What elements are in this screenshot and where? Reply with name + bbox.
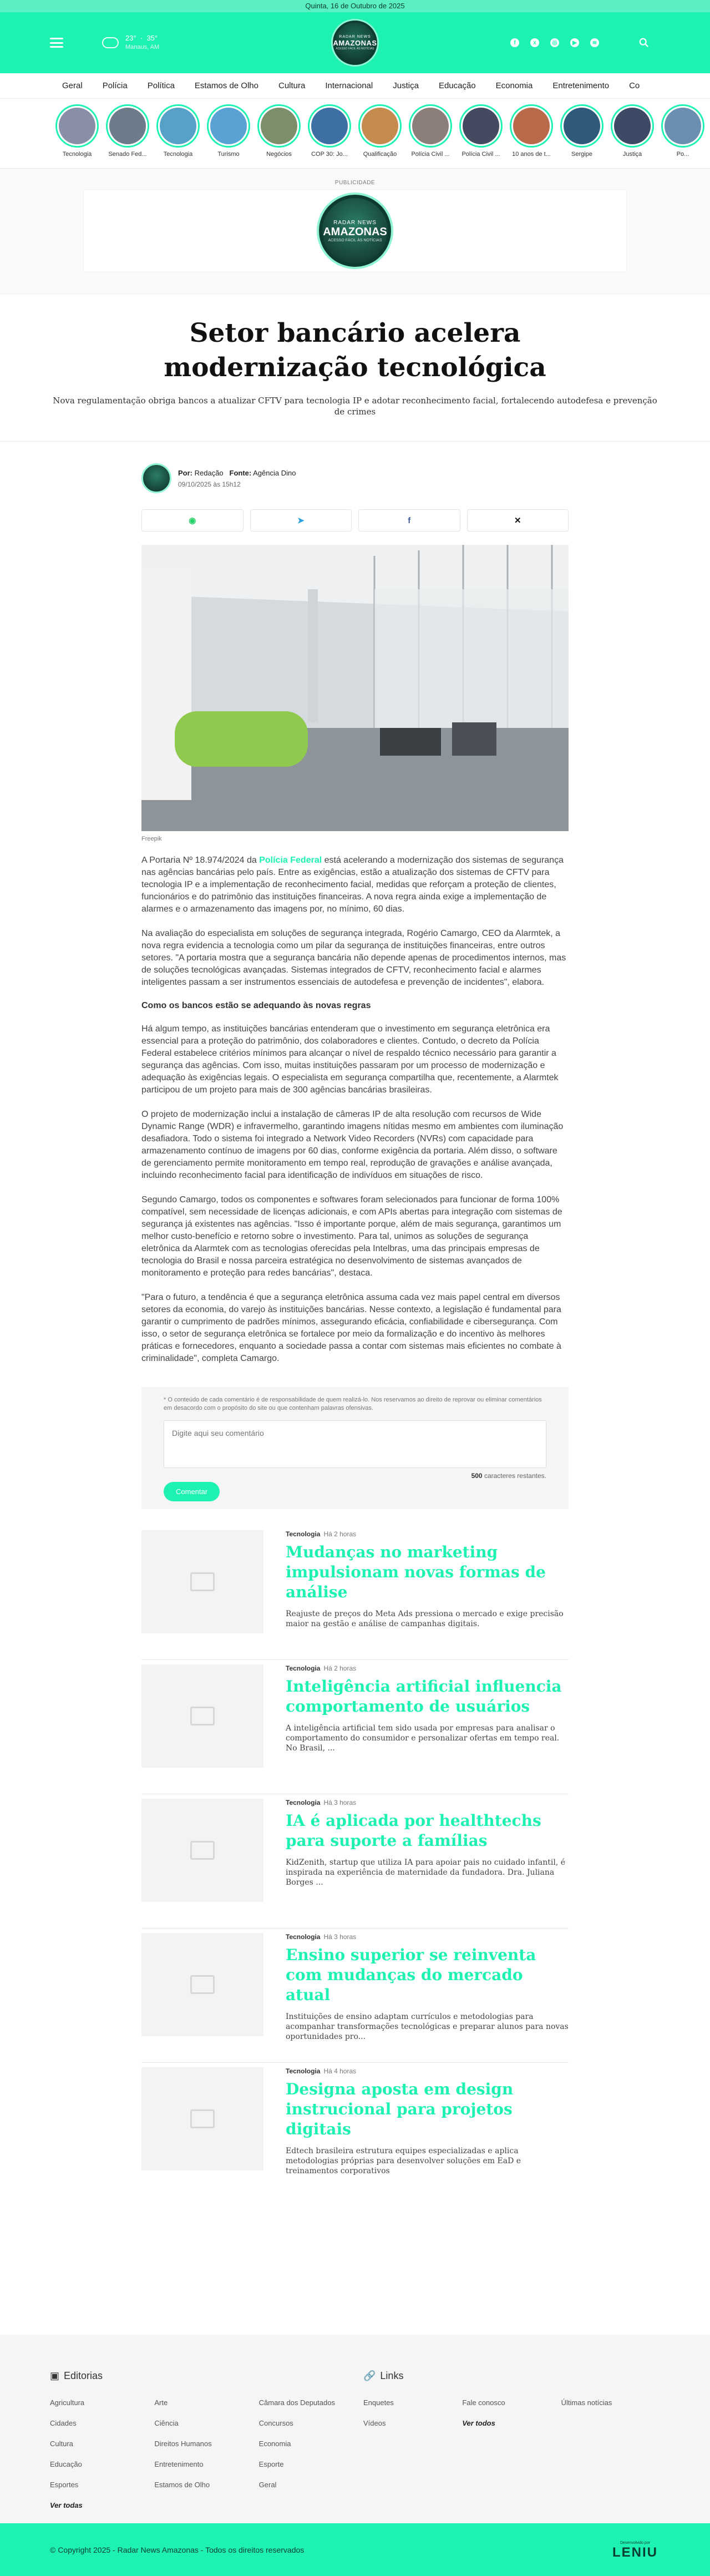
story-ring (510, 104, 553, 148)
image-placeholder-icon (141, 2067, 263, 2170)
story-label: COP 30: Jo... (311, 151, 348, 158)
story-item[interactable] (308, 104, 351, 168)
related-time: Há 3 horas (323, 1933, 357, 1941)
story-thumbnail (412, 108, 449, 144)
paragraph-2: Na avaliação do especialista em soluções de segurança integrada, Rogério Camargo, CEO da Alarmtek, a nova regra evidencia a tecnologia como um pilar da segurança de instituições financeiras, entre outros setores. "A portaria mostra que a segurança bancária não depende apenas de procedimentos internos, mas de soluções tecnológicas avançadas. Sistemas integrados de CFTV, reconhecimento facial e alarmes inteligentes passam a ser instrumentos essenciais de autodefesa e prevenção de incidentes", elabora. (141, 929, 566, 987)
related-category: Tecnologia (286, 1933, 321, 1941)
story-thumbnail (614, 108, 651, 144)
nav-item[interactable]: Entretenimento (552, 81, 610, 90)
footer-category-link[interactable]: Estamos de Olho (154, 2481, 210, 2489)
story-ring (257, 104, 301, 148)
publish-date: 09/10/2025 às 15h12 (178, 480, 241, 488)
story-label: Turismo (217, 151, 240, 158)
story-thumbnail (59, 108, 95, 144)
story-thumbnail (463, 108, 499, 144)
related-item[interactable] (141, 1526, 569, 1660)
story-item[interactable] (156, 104, 200, 168)
policia-federal-link[interactable]: Polícia Federal (259, 856, 322, 865)
footer-category-link[interactable]: Entretenimento (154, 2460, 204, 2468)
story-item[interactable] (55, 104, 99, 168)
image-placeholder-icon (141, 1664, 263, 1768)
story-item[interactable] (611, 104, 654, 168)
related-category: Tecnologia (286, 1530, 321, 1538)
story-ring (156, 104, 200, 148)
story-ring (611, 104, 654, 148)
source-name: Agência Dino (253, 468, 296, 477)
image-caption: Freepik (141, 836, 162, 842)
footer-category-link[interactable]: Agricultura (50, 2398, 85, 2407)
editorias-title: Editorias (64, 2370, 103, 2381)
article-body (141, 442, 569, 1365)
story-ring (409, 104, 452, 148)
comment-input[interactable] (164, 1420, 546, 1468)
ad-label: PUBLICIDADE (334, 180, 376, 186)
story-item[interactable] (409, 104, 452, 168)
story-ring (55, 104, 99, 148)
links-title: Links (380, 2370, 404, 2381)
image-placeholder-icon (141, 1933, 263, 2036)
nav-item[interactable]: Justiça (393, 81, 419, 90)
cloud-icon (102, 37, 119, 48)
footer-category-link[interactable]: Concursos (258, 2419, 293, 2427)
nav-item[interactable]: Internacional (325, 81, 373, 90)
story-ring (661, 104, 704, 148)
instagram-icon[interactable]: ◎ (550, 38, 559, 47)
nav-item[interactable]: Cultura (278, 81, 306, 90)
story-thumbnail (210, 108, 247, 144)
comments-disclaimer: * O conteúdo de cada comentário é de responsabilidade de quem realizá-lo. Nos reservamos ao direito de reprovar ou eliminar comentários em desacordo com o propósito do site ou que contenham palavras ofensivas. (164, 1396, 542, 1411)
facebook-icon[interactable]: f (510, 38, 519, 47)
story-label: Polícia Civil ... (411, 151, 450, 158)
footer-category-link[interactable]: Esporte (258, 2460, 284, 2468)
story-label: Polícia Civil ... (462, 151, 500, 158)
story-ring (560, 104, 604, 148)
story-ring (459, 104, 503, 148)
related-item[interactable] (141, 2063, 569, 2197)
footer-link[interactable]: Vídeos (363, 2419, 386, 2427)
footer-category-link[interactable]: Economia (258, 2440, 291, 2448)
search-icon[interactable] (639, 38, 649, 48)
nav-item[interactable]: Geral (62, 81, 83, 90)
nav-item[interactable]: Economia (495, 81, 533, 90)
x-share-button[interactable]: ✕ (467, 509, 569, 532)
story-thumbnail (513, 108, 550, 144)
story-ring (207, 104, 250, 148)
category-icon: ▣ (50, 2370, 60, 2381)
related-title[interactable]: Mudanças no marketing impulsionam novas formas de análise (286, 1543, 546, 1601)
article-text (141, 854, 569, 1365)
whatsapp-share-button[interactable]: ◉ (141, 509, 244, 532)
footer-link[interactable]: Fale conosco (462, 2398, 505, 2407)
story-ring (358, 104, 402, 148)
related-excerpt: Edtech brasileira estrutura equipes especializadas e aplica metodologias próprias para desenvolver soluções em EaD e treinamentos corporativos (286, 2147, 521, 2175)
byline: Por: Redação Fonte: Agência Dino 09/10/2025 às 15h12 (141, 458, 569, 498)
temp-max: 35° (146, 34, 158, 42)
nav-item[interactable]: Política (147, 81, 175, 90)
story-item[interactable] (207, 104, 250, 168)
nav-item[interactable]: Co (629, 81, 640, 90)
story-label: Negócios (266, 151, 292, 158)
menu-icon[interactable] (50, 38, 63, 48)
related-excerpt: KidZenith, startup que utiliza IA para apoiar pais no cuidado infantil, é inspirada na experiência de maternidade da fundadora. Dra. Juliana Borges ... (286, 1858, 566, 1887)
related-category: Tecnologia (286, 1799, 321, 1806)
developer-credit[interactable]: Desenvolvido por LENIU (612, 2541, 658, 2560)
paragraph-5: Segundo Camargo, todos os componentes e softwares foram selecionados para funcionar de forma 100% compatível, sem necessidade de licenças adicionais, e com APIs abertas para integração com sistemas de segurança já existentes nas agências. "Isso é importante porque, além de mais segurança, garantimos um melhor custo-benefício e retorno sobre o investimento. Para tal, unimos as soluções de segurança eletrônica da Alarmtek com as tecnologias oferecidas pela Intelbras, uma das principais empresas de tecnologia do Brasil e nossa parceira estratégica no desenvolvimento de sistemas avançados de monitoramento e proteção para redes bancárias", destaca. (141, 1195, 562, 1278)
footer-category-link[interactable]: Geral (258, 2481, 277, 2489)
nav-item[interactable]: Educação (438, 81, 476, 90)
weather-location: Manaus, AM (125, 44, 160, 50)
article-lead-image (141, 545, 569, 831)
footer-category-link[interactable]: Arte (154, 2398, 168, 2407)
related-time: Há 2 horas (323, 1530, 357, 1538)
related-category: Tecnologia (286, 2067, 321, 2075)
article-subtitle: Nova regulamentação obriga bancos a atualizar CFTV para tecnologia IP e adotar reconhecimento facial, fortalecendo autodefesa e prevenção de crimes (53, 396, 657, 417)
copyright-bar (0, 2523, 710, 2576)
story-label: Tecnologia (62, 151, 92, 158)
char-counter: 500 caracteres restantes. (471, 1472, 546, 1480)
story-item[interactable] (358, 104, 402, 168)
story-thumbnail (665, 108, 701, 144)
main-nav (0, 73, 710, 99)
telegram-share-button[interactable]: ➤ (250, 509, 352, 532)
footer-link[interactable]: Enquetes (363, 2398, 394, 2407)
story-label: Tecnologia (163, 151, 193, 158)
related-excerpt: Reajuste de preços do Meta Ads pressiona o mercado e exige precisão maior na gestão e análise de campanhas digitais. (286, 1610, 564, 1628)
related-excerpt: A inteligência artificial tem sido usada por empresas para analisar o comportamento do consumidor e personalizar ofertas em tempo real. No Brasil, ... (286, 1724, 560, 1753)
story-item[interactable] (106, 104, 149, 168)
story-label: Qualificação (363, 151, 397, 158)
ad-section (0, 169, 710, 294)
see-all-links-link[interactable]: Ver todos (462, 2419, 495, 2427)
related-title[interactable]: IA é aplicada por healthtechs para suporte a famílias (286, 1811, 541, 1850)
footer-category-link[interactable]: Ciência (154, 2419, 179, 2427)
story-ring (308, 104, 351, 148)
section-heading: Como os bancos estão se adequando às novas regras (141, 1001, 371, 1010)
footer-links (363, 2370, 660, 2509)
temp-min: 23° (125, 34, 136, 42)
related-time: Há 2 horas (323, 1664, 357, 1672)
see-all-categories-link[interactable]: Ver todas (50, 2501, 83, 2509)
site-header (0, 12, 710, 73)
related-item[interactable] (141, 1794, 569, 1929)
story-item[interactable] (661, 104, 704, 168)
story-label: Justiça (622, 151, 642, 158)
footer-category-link[interactable]: Cultura (50, 2440, 73, 2448)
related-category: Tecnologia (286, 1664, 321, 1672)
story-thumbnail (311, 108, 348, 144)
footer-category-link[interactable]: Educação (50, 2460, 82, 2468)
story-thumbnail (362, 108, 398, 144)
image-placeholder-icon (141, 1530, 263, 1633)
story-label: Senado Fed... (108, 151, 147, 158)
rss-icon[interactable]: ≋ (590, 38, 599, 47)
top-date-bar (0, 0, 710, 12)
author-name: Redação (194, 468, 224, 477)
author-avatar (141, 463, 171, 493)
x-icon[interactable]: x (530, 38, 539, 47)
related-title[interactable]: Designa aposta em design instrucional para projetos digitais (286, 2080, 514, 2138)
paragraph-4: O projeto de modernização inclui a instalação de câmeras IP de alta resolução com recursos de Wide Dynamic Range (WDR) e infravermelho, garantindo imagens nítidas mesmo em ambientes com iluminação desafiadora. Todo o sistema foi integrado a Network Video Recorders (NVRs) com capacidade para armazenamento contínuo de imagens por 60 dias, conforme exigência da portaria. Além disso, o software de gerenciamento permite monitoramento em tempo real, reprodução de gravações e análise avançada, incluindo reconhecimento facial para identificação de indivíduos em situações de risco. (141, 1110, 564, 1180)
related-title[interactable]: Inteligência artificial influencia comportamento de usuários (286, 1677, 562, 1715)
related-title[interactable]: Ensino superior se reinventa com mudanças do mercado atual (286, 1946, 536, 2004)
related-news (141, 1526, 569, 2197)
paragraph-3: Há algum tempo, as instituições bancárias entenderam que o investimento em segurança eletrônica era essencial para a proteção do patrimônio, dos colaboradores e clientes. Contudo, o decreto da Polícia Federal estabelece critérios mínimos para alcançar o nível de respaldo técnico necessário para garantir a segurança das agências. Com isso, muitas instituições passaram por um processo de modernização e adequação às exigências legais. O especialista em segurança compartilha que, recentemente, a Alarmtek participou de um projeto para mais de 300 agências bancárias brasileiras. (141, 1024, 559, 1095)
current-date: Quinta, 16 de Outubro de 2025 (305, 2, 405, 10)
related-time: Há 3 horas (323, 1799, 357, 1806)
story-item[interactable] (560, 104, 604, 168)
social-links (510, 38, 599, 47)
story-label: Sergipe (571, 151, 592, 158)
paragraph-1: A Portaria Nº 18.974/2024 da Polícia Federal está acelerando a modernização dos sistemas de segurança nas agências bancárias pelo país. Entre as exigências, estão a atualização dos sistemas de CFTV para tecnologia IP e a implementação de reconhecimento facial, medidas que reforçam a proteção de clientes, funcionários e do patrimônio das instituições financeiras. A nova regra ainda exige a implementação de alarmes e o armazenamento das imagens por, no mínimo, 60 dias. (141, 856, 564, 914)
story-thumbnail (564, 108, 600, 144)
facebook-share-button[interactable]: f (358, 509, 460, 532)
related-time: Há 4 horas (323, 2067, 357, 2075)
story-item[interactable] (459, 104, 503, 168)
paragraph-6: "Para o futuro, a tendência é que a segurança eletrônica assuma cada vez mais papel central em diversos setores da economia, do varejo às instituições bancárias. Nesse contexto, a legislação é fundamental para garantir o cumprimento de padrões mínimos, assegurando eficácia, confiabilidade e cibersegurança. Com isso, o setor de segurança eletrônica se fortalece por meio da formalização e do incentivo às melhores práticas e fornecedores, enquanto a sociedade passa a contar com sistemas mais eficientes no combate à criminalidade", completa Camargo. (141, 1293, 561, 1363)
footer-category-link[interactable]: Direitos Humanos (154, 2440, 212, 2448)
story-item[interactable] (510, 104, 553, 168)
link-icon: 🔗 (363, 2370, 376, 2381)
article-hero (0, 294, 710, 442)
youtube-icon[interactable]: ▶ (570, 38, 579, 47)
story-thumbnail (109, 108, 146, 144)
related-excerpt: Instituições de ensino adaptam currículos e metodologias para acompanhar transformações tecnológicas e preparar alunos para novas oportunidades pro... (286, 2012, 569, 2041)
site-logo[interactable]: RADAR NEWS AMAZONAS ACESSO FÁCIL ÀS NOTÍCIAS (333, 21, 377, 65)
story-thumbnail (261, 108, 297, 144)
footer-link[interactable]: Últimas notícias (561, 2398, 612, 2407)
image-placeholder-icon (141, 1799, 263, 1902)
related-item[interactable] (141, 1929, 569, 2063)
comments-section (141, 1387, 569, 1509)
nav-item[interactable]: Estamos de Olho (194, 81, 258, 90)
ad-logo: RADAR NEWS AMAZONAS ACESSO FÁCIL ÀS NOTÍCIAS (319, 195, 391, 267)
submit-comment-button[interactable]: Comentar (164, 1482, 220, 1501)
article-title: Setor bancário acelera modernização tecnológica (164, 318, 546, 383)
story-thumbnail (160, 108, 196, 144)
nav-item[interactable]: Polícia (102, 81, 128, 90)
story-label: 10 anos de t... (512, 151, 551, 158)
story-label: Po... (676, 151, 689, 158)
site-footer (0, 2335, 710, 2523)
footer-category-link[interactable]: Cidades (50, 2419, 77, 2427)
stories-carousel (0, 99, 710, 169)
ad-banner[interactable] (83, 189, 627, 272)
story-item[interactable] (257, 104, 301, 168)
weather-widget: 23° · 35° Manaus, AM (102, 34, 159, 52)
footer-category-link[interactable]: Câmara dos Deputados (258, 2398, 335, 2407)
share-buttons (141, 509, 569, 532)
story-ring (106, 104, 149, 148)
footer-category-link[interactable]: Esportes (50, 2481, 79, 2489)
copyright-text: © Copyright 2025 - Radar News Amazonas - Todos os direitos reservados (50, 2545, 305, 2554)
footer-editorias (50, 2370, 363, 2509)
related-item[interactable] (141, 1660, 569, 1794)
